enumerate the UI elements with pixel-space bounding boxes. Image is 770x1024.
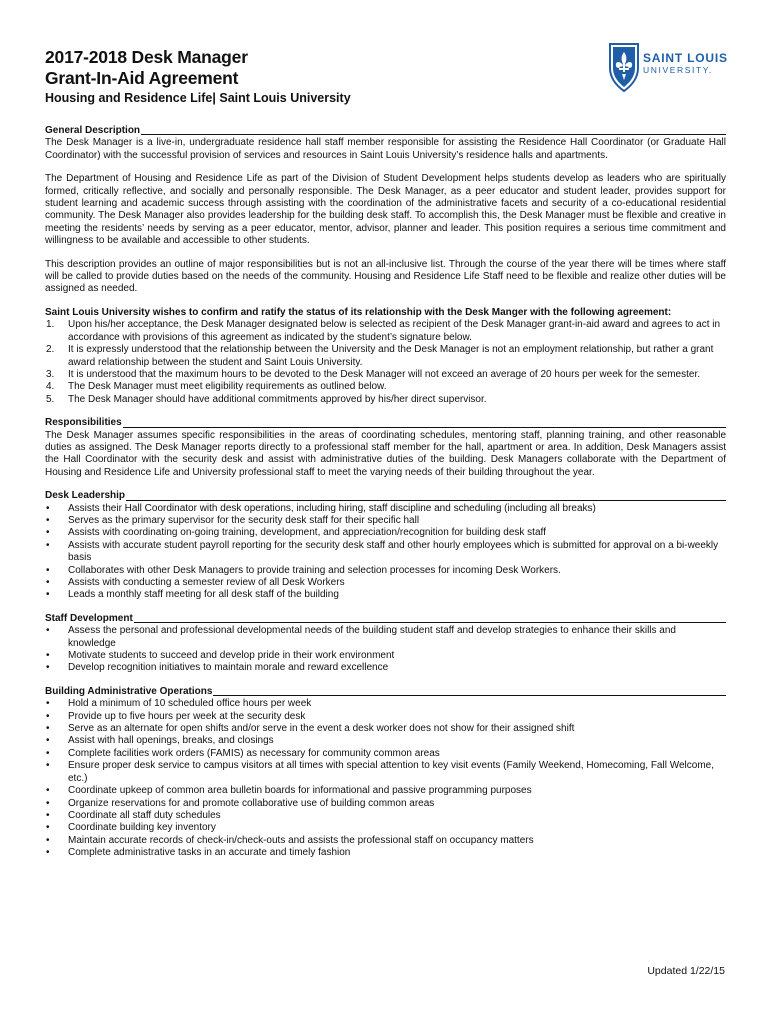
general-description-heading: General Description [45,125,726,137]
agreement-list [45,319,726,406]
desk-leadership-heading: Desk Leadership [45,490,726,502]
university-logo-text [643,52,728,76]
general-paragraph-3: This description provides an outline of major responsibilities but is not an all-inclusive list. Through the course of the year there will be times where staff will be called to provide duties based on the needs of the community. Housing and Residence Life Staff need to be flexible and realize other duties will be assigned as needed. [45,258,726,295]
list-item: • Hold a minimum of 10 scheduled office hours per week [46,698,312,710]
responsibilities-paragraph: The Desk Manager assumes specific responsibilities in the areas of coordinating schedules, mentoring staff, planning training, and other reasonable duties as assigned. The Desk Manager reports directly to a professional staff member for the hall, apartment or area. In addition, Desk Managers assist the Hall Coordinator with the security desk and assist with administrative duties of the building. Desk Managers collaborate with the Department of Housing and Residence Life and University professional staff to meet the varying needs of their building throughout the year. [45,429,726,478]
general-paragraph-2: The Department of Housing and Residence Life as part of the Division of Student Development helps students develop as leaders who are spiritually formed, critically reflective, and socially and personally responsible. The Desk Manager, as a peer educator and student leader, provides support for student learning and academic success through assisting with the coordination of the administrative facets and security of a co-educational residential community. The Desk Manager also provides leadership for the building desk staff. To accomplish this, the Desk Manager must be flexible and creative in meeting the residents’ needs by serving as a peer educator, mentor, advisor, planner and leader. This position requires a serious time commitment and willingness to be available and accessible to other students. [45,173,726,247]
list-item: • Assess the personal and professional developmental needs of the building student staff and develop strategies to enhance their skills and knowledge [46,625,676,649]
logo-line-2: UNIVERSITY. [643,65,713,75]
general-paragraph-1: The Desk Manager is a live-in, undergraduate residence hall staff member responsible for assisting the Residence Hall Coordinator (or Graduate Hall Coordinator) with the successful provision of services and resources in Saint Louis University’s residence halls and apartments. [45,137,726,161]
list-item: • Organize reservations for and promote collaborative use of building common areas [46,797,435,809]
list-item: • Coordinate building key inventory [46,822,216,834]
list-item: 1. Upon his/her acceptance, the Desk Manager designated below is selected as recipient of the Desk Manager grant-in-aid award and agrees to act in accordance with provisions of this agreement as indicated by the student’s signature below. [46,319,721,343]
logo-line-1: SAINT LOUIS [643,51,728,65]
staff-development-heading: Staff Development [45,613,726,625]
building-operations-heading: Building Administrative Operations [45,686,726,698]
document-subtitle: Housing and Residence Life| Saint Louis University [45,91,351,105]
list-item: • Complete facilities work orders (FAMIS) as necessary for community common areas [46,747,440,759]
desk-leadership-list [45,503,726,602]
list-item: 4. The Desk Manager must meet eligibility requirements as outlined below. [46,381,387,393]
staff-development-list [45,625,726,675]
list-item: 5. The Desk Manager should have additional commitments approved by his/her direct supervisor. [46,393,487,405]
responsibilities-heading: Responsibilities [45,417,726,429]
document-body [45,125,726,860]
list-item: • Serves as the primary supervisor for the security desk staff for their specific hall [46,514,420,526]
list-item: • Coordinate upkeep of common area bulletin boards for informational and passive programming purposes [46,785,532,797]
title-line-2: Grant-In-Aid Agreement [45,68,239,88]
list-item: • Develop recognition initiatives to maintain morale and reward excellence [46,662,389,674]
list-item: • Complete administrative tasks in an accurate and timely fashion [46,847,351,859]
list-item: • Assists with conducting a semester review of all Desk Workers [46,577,345,588]
list-item: • Assists with coordinating on-going training, development, and appreciation/recognition for building desk staff [46,527,546,539]
list-item: • Maintain accurate records of check-in/check-outs and assists the professional staff on occupancy matters [46,834,534,846]
document-title [45,47,248,89]
list-item: • Assists their Hall Coordinator with desk operations, including hiring, staff discipline and scheduling (including all breaks) [46,502,596,514]
updated-date: Updated 1/22/15 [647,965,725,977]
list-item: • Leads a monthly staff meeting for all desk staff of the building [46,589,339,601]
list-item: • Motivate students to succeed and develop pride in their work environment [46,650,395,662]
list-item: 2. It is expressly understood that the relationship between the University and the Desk Manager is not an employment relationship, but rather a grant award relationship between the student and Saint Louis University. [46,344,714,368]
list-item: 3. It is understood that the maximum hours to be devoted to the Desk Manager will not exceed an average of 20 hours per week for the semester. [46,368,701,380]
list-item: • Assists with accurate student payroll reporting for the security desk staff and other hourly employees which is submitted for approval on a bi-weekly basis [46,539,719,564]
list-item: • Provide up to five hours per week at the security desk [46,710,306,722]
list-item: • Serve as an alternate for open shifts and/or serve in the event a desk worker does not show for their assigned shift [46,723,575,735]
list-item: • Collaborates with other Desk Managers to provide training and selection processes for incoming Desk Workers. [46,564,561,576]
list-item: • Assist with hall openings, breaks, and closings [46,735,274,747]
list-item: • Coordinate all staff duty schedules [46,809,221,821]
list-item: • Ensure proper desk service to campus visitors at all times with special attention to key visit events (Family Weekend, Homecoming, Fall Welcome, etc.) [46,760,714,784]
title-line-1: 2017-2018 Desk Manager [45,47,248,67]
building-operations-list [45,698,726,859]
agreement-heading: Saint Louis University wishes to confirm and ratify the status of its relationship with the Desk Manger with the following agreement: [45,306,672,318]
